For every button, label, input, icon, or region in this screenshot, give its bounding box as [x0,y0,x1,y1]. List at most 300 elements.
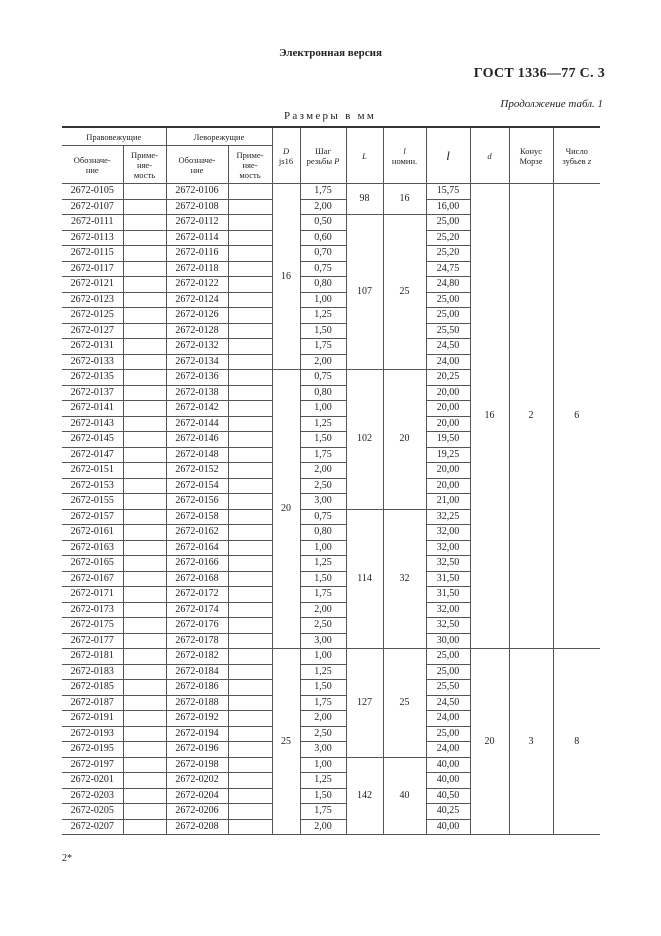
l1-value: 32,00 [426,525,470,541]
header-lh-designation: Обозначе- ние [166,146,228,184]
rh-application [123,184,166,200]
rh-application [123,401,166,417]
lh-application [228,695,272,711]
L-value: 114 [346,509,383,649]
rh-designation: 2672-0117 [62,261,123,277]
L-value: 127 [346,649,383,758]
l1-value: 20,25 [426,370,470,386]
rh-designation: 2672-0123 [62,292,123,308]
header-d: d [470,127,509,184]
lh-application [228,711,272,727]
pitch-value: 1,75 [300,184,346,200]
lh-application [228,649,272,665]
rh-application [123,292,166,308]
rh-application [123,773,166,789]
lh-application [228,494,272,510]
rh-designation: 2672-0143 [62,416,123,432]
pitch-value: 1,75 [300,339,346,355]
l1-value: 24,00 [426,354,470,370]
lh-designation: 2672-0162 [166,525,228,541]
lh-designation: 2672-0176 [166,618,228,634]
rh-application [123,726,166,742]
rh-designation: 2672-0171 [62,587,123,603]
pitch-value: 0,75 [300,509,346,525]
rh-designation: 2672-0131 [62,339,123,355]
header-L: L [346,127,383,184]
header-teeth-symbol: z [587,155,592,166]
rh-application [123,695,166,711]
teeth-count-value: 6 [553,184,600,649]
rh-application [123,370,166,386]
edition-label: Электронная версия [279,47,382,59]
rh-designation: 2672-0153 [62,478,123,494]
l1-value: 32,00 [426,602,470,618]
morse-cone-value: 3 [509,649,553,835]
pitch-value: 1,50 [300,788,346,804]
l1-value: 25,00 [426,308,470,324]
lh-application [228,742,272,758]
lh-application [228,308,272,324]
pitch-value: 1,75 [300,447,346,463]
lh-designation: 2672-0178 [166,633,228,649]
rh-application [123,261,166,277]
d-value: 20 [470,649,509,835]
lh-application [228,354,272,370]
l1-value: 25,00 [426,649,470,665]
rh-designation: 2672-0111 [62,215,123,231]
lh-designation: 2672-0114 [166,230,228,246]
l1-value: 21,00 [426,494,470,510]
rh-designation: 2672-0107 [62,199,123,215]
header-D-tolerance: js16 [278,155,294,166]
pitch-value: 0,70 [300,246,346,262]
rh-designation: 2672-0141 [62,401,123,417]
lh-designation: 2672-0146 [166,432,228,448]
l1-value: 32,00 [426,540,470,556]
pitch-value: 0,60 [300,230,346,246]
rh-designation: 2672-0113 [62,230,123,246]
lh-designation: 2672-0134 [166,354,228,370]
rh-designation: 2672-0105 [62,184,123,200]
pitch-value: 3,00 [300,494,346,510]
lh-designation: 2672-0182 [166,649,228,665]
D-value: 25 [272,649,300,835]
rh-designation: 2672-0133 [62,354,123,370]
rh-application [123,633,166,649]
lh-application [228,463,272,479]
header-pitch-symbol: P [334,155,340,166]
pitch-value: 1,25 [300,773,346,789]
lh-application [228,401,272,417]
pitch-value: 0,80 [300,277,346,293]
lh-designation: 2672-0166 [166,556,228,572]
rh-application [123,757,166,773]
lh-designation: 2672-0172 [166,587,228,603]
pitch-value: 2,00 [300,354,346,370]
lh-designation: 2672-0126 [166,308,228,324]
lh-application [228,680,272,696]
l1-value: 25,50 [426,323,470,339]
page-footer-mark: 2* [62,853,72,864]
l1-value: 20,00 [426,478,470,494]
pitch-value: 1,50 [300,432,346,448]
lh-designation: 2672-0196 [166,742,228,758]
lh-designation: 2672-0116 [166,246,228,262]
l1-value: 24,50 [426,695,470,711]
rh-designation: 2672-0125 [62,308,123,324]
lh-application [228,509,272,525]
rh-designation: 2672-0151 [62,463,123,479]
rh-application [123,277,166,293]
rh-application [123,323,166,339]
rh-application [123,711,166,727]
lh-designation: 2672-0184 [166,664,228,680]
rh-designation: 2672-0201 [62,773,123,789]
rh-designation: 2672-0115 [62,246,123,262]
l1-value: 31,50 [426,571,470,587]
l-nominal-value: 25 [383,649,426,758]
rh-application [123,416,166,432]
lh-application [228,416,272,432]
D-value: 16 [272,184,300,370]
lh-designation: 2672-0164 [166,540,228,556]
header-D [272,127,300,184]
l1-value: 30,00 [426,633,470,649]
lh-designation: 2672-0108 [166,199,228,215]
l1-value: 20,00 [426,463,470,479]
lh-application [228,370,272,386]
lh-application [228,230,272,246]
l1-value: 19,25 [426,447,470,463]
l1-value: 40,50 [426,788,470,804]
rh-application [123,788,166,804]
l1-value: 24,00 [426,742,470,758]
rh-application [123,339,166,355]
document-id: ГОСТ 1336—77 С. 3 [473,66,605,81]
l1-value: 24,80 [426,277,470,293]
pitch-value: 1,00 [300,401,346,417]
rh-designation: 2672-0135 [62,370,123,386]
header-l1: l [426,127,470,184]
l1-value: 25,50 [426,680,470,696]
rh-application [123,804,166,820]
l1-value: 15,75 [426,184,470,200]
table-continuation-label: Продолжение табл. 1 [500,98,603,110]
rh-application [123,385,166,401]
lh-application [228,819,272,835]
rh-application [123,680,166,696]
l1-value: 31,50 [426,587,470,603]
l1-value: 24,50 [426,339,470,355]
lh-application [228,773,272,789]
rh-designation: 2672-0195 [62,742,123,758]
header-teeth-label: Число зубьев [562,145,588,166]
l1-value: 19,50 [426,432,470,448]
rh-application [123,571,166,587]
pitch-value: 1,50 [300,680,346,696]
rh-designation: 2672-0207 [62,819,123,835]
pitch-value: 1,75 [300,695,346,711]
l1-value: 32,50 [426,618,470,634]
lh-application [228,602,272,618]
lh-application [228,323,272,339]
rh-application [123,308,166,324]
lh-application [228,618,272,634]
lh-application [228,587,272,603]
lh-application [228,664,272,680]
lh-designation: 2672-0188 [166,695,228,711]
lh-application [228,726,272,742]
rh-designation: 2672-0163 [62,540,123,556]
table-body [62,184,600,835]
l-nominal-value: 20 [383,370,426,510]
lh-application [228,540,272,556]
rh-designation: 2672-0137 [62,385,123,401]
rh-application [123,602,166,618]
rh-designation: 2672-0197 [62,757,123,773]
rh-application [123,664,166,680]
pitch-value: 3,00 [300,742,346,758]
rh-designation: 2672-0187 [62,695,123,711]
lh-designation: 2672-0156 [166,494,228,510]
header-morse-cone: Конус Морзе [509,127,553,184]
lh-designation: 2672-0152 [166,463,228,479]
rh-application [123,354,166,370]
pitch-value: 2,00 [300,463,346,479]
lh-application [228,556,272,572]
l1-value: 20,00 [426,416,470,432]
lh-designation: 2672-0202 [166,773,228,789]
pitch-value: 2,50 [300,618,346,634]
lh-designation: 2672-0142 [166,401,228,417]
lh-designation: 2672-0128 [166,323,228,339]
rh-designation: 2672-0203 [62,788,123,804]
pitch-value: 1,25 [300,556,346,572]
header-pitch [300,127,346,184]
rh-designation: 2672-0183 [62,664,123,680]
rh-application [123,587,166,603]
lh-designation: 2672-0148 [166,447,228,463]
pitch-value: 1,75 [300,587,346,603]
lh-application [228,432,272,448]
l1-value: 24,00 [426,711,470,727]
rh-designation: 2672-0173 [62,602,123,618]
rh-designation: 2672-0185 [62,680,123,696]
l1-value: 20,00 [426,401,470,417]
pitch-value: 1,50 [300,323,346,339]
lh-application [228,633,272,649]
lh-application [228,292,272,308]
lh-designation: 2672-0132 [166,339,228,355]
pitch-value: 1,50 [300,571,346,587]
rh-application [123,494,166,510]
lh-designation: 2672-0124 [166,292,228,308]
pitch-value: 0,80 [300,385,346,401]
header-lh-application: Приме- няе- мость [228,146,272,184]
rh-application [123,478,166,494]
lh-designation: 2672-0112 [166,215,228,231]
header-rh-designation: Обозначе- ние [62,146,123,184]
pitch-value: 0,75 [300,370,346,386]
lh-application [228,447,272,463]
pitch-value: 2,00 [300,819,346,835]
l1-value: 24,75 [426,261,470,277]
rh-application [123,556,166,572]
table-row [62,649,600,665]
rh-application [123,649,166,665]
lh-designation: 2672-0208 [166,819,228,835]
rh-designation: 2672-0147 [62,447,123,463]
lh-designation: 2672-0122 [166,277,228,293]
l1-value: 25,20 [426,246,470,262]
rh-application [123,447,166,463]
l1-value: 25,00 [426,726,470,742]
lh-application [228,571,272,587]
l1-value: 32,25 [426,509,470,525]
l1-value: 16,00 [426,199,470,215]
lh-designation: 2672-0106 [166,184,228,200]
pitch-value: 1,25 [300,308,346,324]
lh-designation: 2672-0118 [166,261,228,277]
rh-designation: 2672-0155 [62,494,123,510]
lh-application [228,277,272,293]
lh-application [228,246,272,262]
rh-application [123,540,166,556]
L-value: 142 [346,757,383,835]
pitch-value: 1,00 [300,540,346,556]
pitch-value: 1,25 [300,664,346,680]
l1-value: 40,00 [426,757,470,773]
rh-designation: 2672-0205 [62,804,123,820]
specification-table [62,126,600,835]
rh-application [123,199,166,215]
rh-designation: 2672-0181 [62,649,123,665]
lh-designation: 2672-0136 [166,370,228,386]
header-rh-application: Приме- няе- мость [123,146,166,184]
l1-value: 25,20 [426,230,470,246]
lh-designation: 2672-0158 [166,509,228,525]
rh-application [123,432,166,448]
lh-designation: 2672-0198 [166,757,228,773]
pitch-value: 2,00 [300,711,346,727]
table-row [62,184,600,200]
rh-designation: 2672-0177 [62,633,123,649]
l-nominal-value: 25 [383,215,426,370]
pitch-value: 0,50 [300,215,346,231]
lh-application [228,385,272,401]
header-left-hand: Леворежущие [166,127,272,146]
L-value: 107 [346,215,383,370]
lh-designation: 2672-0144 [166,416,228,432]
pitch-value: 1,00 [300,649,346,665]
rh-application [123,463,166,479]
pitch-value: 3,00 [300,633,346,649]
lh-application [228,215,272,231]
lh-designation: 2672-0174 [166,602,228,618]
rh-designation: 2672-0127 [62,323,123,339]
pitch-value: 2,00 [300,199,346,215]
lh-designation: 2672-0168 [166,571,228,587]
rh-application [123,215,166,231]
rh-designation: 2672-0165 [62,556,123,572]
lh-application [228,788,272,804]
rh-designation: 2672-0193 [62,726,123,742]
pitch-value: 1,00 [300,757,346,773]
lh-designation: 2672-0186 [166,680,228,696]
header-l-nom-label: номин. [391,155,418,166]
rh-designation: 2672-0191 [62,711,123,727]
D-value: 20 [272,370,300,649]
l1-value: 40,25 [426,804,470,820]
rh-application [123,618,166,634]
header-right-hand: Правовежущие [62,127,166,146]
pitch-value: 1,00 [300,292,346,308]
rh-designation: 2672-0145 [62,432,123,448]
header-pitch-label: Шаг резьбы [306,145,333,166]
l-nominal-value: 40 [383,757,426,835]
rh-designation: 2672-0157 [62,509,123,525]
units-label: Размеры в мм [284,110,377,122]
pitch-value: 0,75 [300,261,346,277]
l1-value: 40,00 [426,819,470,835]
rh-application [123,525,166,541]
rh-application [123,819,166,835]
pitch-value: 0,80 [300,525,346,541]
rh-designation: 2672-0161 [62,525,123,541]
pitch-value: 2,50 [300,726,346,742]
rh-designation: 2672-0167 [62,571,123,587]
lh-application [228,804,272,820]
pitch-value: 1,75 [300,804,346,820]
lh-designation: 2672-0206 [166,804,228,820]
teeth-count-value: 8 [553,649,600,835]
lh-designation: 2672-0154 [166,478,228,494]
lh-application [228,525,272,541]
pitch-value: 1,25 [300,416,346,432]
pitch-value: 2,00 [300,602,346,618]
rh-application [123,742,166,758]
l1-value: 20,00 [426,385,470,401]
lh-designation: 2672-0194 [166,726,228,742]
lh-application [228,199,272,215]
d-value: 16 [470,184,509,649]
l1-value: 25,00 [426,292,470,308]
lh-designation: 2672-0192 [166,711,228,727]
rh-application [123,246,166,262]
rh-application [123,230,166,246]
L-value: 102 [346,370,383,510]
l1-value: 25,00 [426,664,470,680]
rh-designation: 2672-0121 [62,277,123,293]
rh-designation: 2672-0175 [62,618,123,634]
l-nominal-value: 16 [383,184,426,215]
L-value: 98 [346,184,383,215]
lh-application [228,757,272,773]
lh-application [228,184,272,200]
rh-application [123,509,166,525]
l1-value: 32,50 [426,556,470,572]
lh-application [228,261,272,277]
header-teeth [553,127,600,184]
l1-value: 25,00 [426,215,470,231]
lh-designation: 2672-0138 [166,385,228,401]
l-nominal-value: 32 [383,509,426,649]
header-l-symbol: l [403,145,406,156]
lh-application [228,478,272,494]
lh-designation: 2672-0204 [166,788,228,804]
morse-cone-value: 2 [509,184,553,649]
header-l-nom [383,127,426,184]
